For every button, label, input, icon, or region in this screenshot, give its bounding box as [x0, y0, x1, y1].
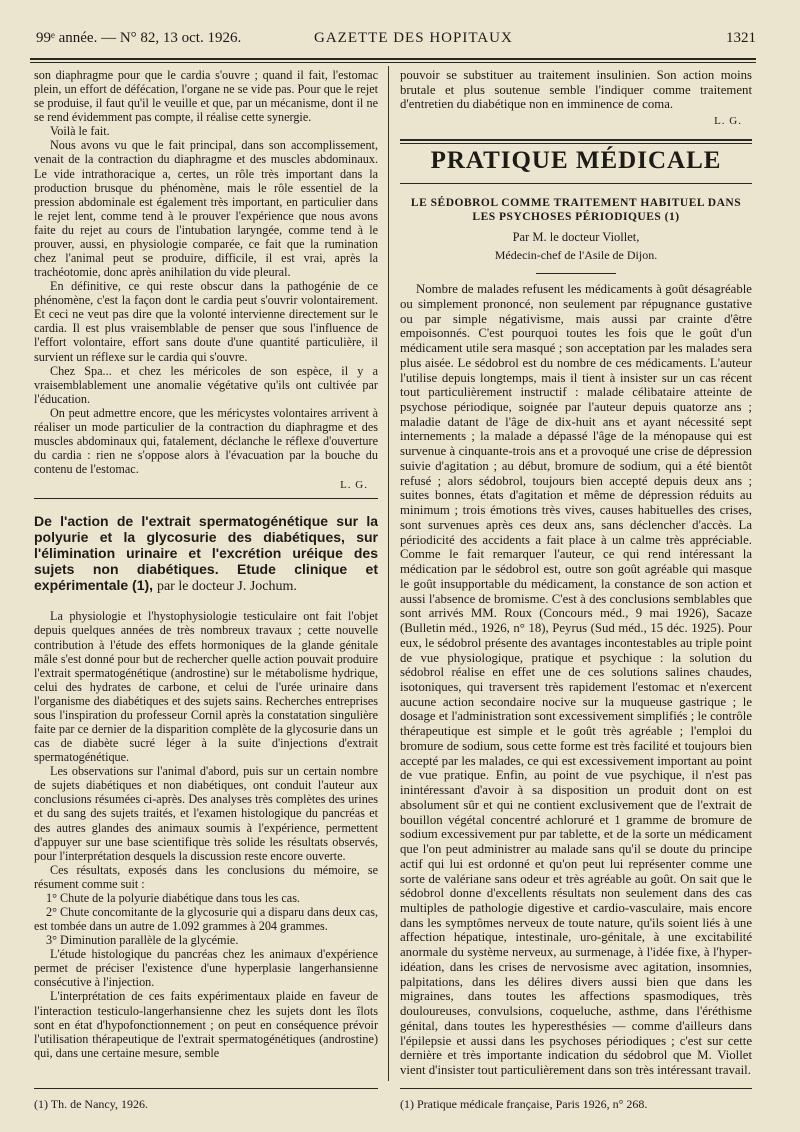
paragraph: Chez Spa... et chez les méricoles de son espèce, il y a vraisemblablement une anomalie végétative qu'ils ont cultivée par l'éducation.: [34, 363, 378, 406]
paragraph: La physiologie et l'hystophysiologie testiculaire ont fait l'objet depuis quelques années de très nombreux travaux ; cette nouvelle contribution à l'étude des effets hormoniques de la glande génitale mâle s'est donné pour but de rechercher quelle action pouvait produire l'extrait spermatogénétique (androstine) sur le métabolisme hydrique, celui des hydrates de carbone, et celui de l'urée urinaire dans l'organisme des diabétiques et des sujets sains. Recherches entreprises sous l'inspiration du professeur Cornil après la constatation singulière faite par ce dernier de la disparition complète de la glycosurie dans un cas de diabète sucré léger à la suite d'injections d'extrait spermatogénétique.: [34, 609, 378, 765]
signature: L. G.: [714, 115, 742, 128]
paragraph: Voilà le fait.: [50, 124, 110, 139]
list-item: 1° Chute de la polyurie diabétique dans tous les cas.: [46, 890, 300, 905]
page-header: [30, 26, 756, 56]
paragraph: Nous avons vu que le fait principal, dans son accomplissement, venait de la contraction du diaphragme et des muscles abdominaux. Le vide intrathoracique a, certes, un rôle très important dans la production brusque du phénomène, mais le rôle essentiel de la pression abdominale est également très important, en particulier dans le rejet lent, comme tend à le prouver l'expérience que nous avons faite du rejet au cours de l'intubation laryngée, comme tend à le prouver, aussi, en physiologie comparée, ce fait que la rumination chez l'animal peut se produire, difficile, il est vrai, après la trachéotomie, donc après anihilation du vide pleural.: [34, 138, 378, 280]
article-title-text: De l'action de l'extrait spermatogénétique sur la polyurie et la glycosurie des diabétiques, sur l'élimination urinaire et l'excrétion uréique des sujets non diabétiques. Etude clinique et expérimentale (1),: [34, 513, 378, 594]
list-item: 3° Diminution parallèle de la glycémie.: [46, 933, 239, 948]
article-author: Par M. le docteur Viollet,: [512, 229, 640, 244]
section-rule-thin: [400, 143, 752, 144]
publication-title: GAZETTE DES HOPITAUX: [314, 30, 513, 46]
paragraph: Ces résultats, exposés dans les conclusions du mémoire, se résument comme suit :: [34, 862, 378, 891]
article-title: LE SÉDOBROL COMME TRAITEMENT HABITUEL DANS LES PSYCHOSES PÉRIODIQUES (1): [410, 196, 742, 223]
signature: L. G.: [340, 479, 368, 492]
paragraph: On peut admettre encore, que les méricystes volontaires arrivent à réaliser un mode particulier de la contraction du diaphragme et des muscles abdominaux qui, fatalement, déclanche le réflexe d'ouverture du cardia : rien ne s'oppose alors à l'évacuation par la bouche du contenu de l'estomac.: [34, 405, 378, 477]
column-divider: [388, 66, 389, 1081]
paragraph: pouvoir se substituer au traitement insulinien. Son action moins brutale et plus soutenue semble l'indiquer comme traitement d'entretien du diabétique non en imminence de coma.: [400, 68, 752, 112]
footnote: (1) Pratique médicale française, Paris 1926, n° 268.: [400, 1088, 752, 1112]
title-rule: [536, 273, 616, 274]
article-separator: [34, 498, 378, 499]
paragraph: L'interprétation de ces faits expérimentaux plaide en faveur de l'interaction testiculo-langerhansienne chez les sujets dont les îlots sont en état d'hypofonctionnement ; on peut en conséquence prévoir l'utilisation thérapeutique de l'extrait spermatogénétiques (androstine) qui, dans une certaine mesure, semble: [34, 989, 378, 1060]
footnote: (1) Th. de Nancy, 1926.: [34, 1088, 378, 1112]
list-item: 2° Chute concomitante de la glycosurie qui a disparu dans deux cas, est tombée dans un autre de 1.092 grammes à 204 grammes.: [34, 904, 378, 934]
right-column: [400, 68, 752, 1078]
section-rule: [400, 139, 752, 141]
page-number: 1321: [726, 30, 756, 46]
left-column: [34, 68, 378, 1060]
paragraph: Nombre de malades refusent les médicaments à goût désagréable ou simplement prononcé, non seulement par répugnance gustative ou par simple négativisme, mais aussi par crainte d'être empoisonnés. C'est pourquoi toutes les fois que le goût d'un médicament utile sera masqué ; son acceptation par les malades sera plus aisée. Le sédobrol est du nombre de ces médicaments. L'auteur l'utilise depuis longtemps, mais il tient à insister sur un cas récent tout particulièrement instructif : malade célibataire atteinte de psychose périodique, soignée par l'auteur depuis quatorze ans ; maladie datant de l'âge de dix-huit ans et ayant nécessité sept internements ; la malade a dépassé l'âge de la ménopause qui est survenue à cinquante-trois ans et a provoqué une crise de dépression suivie d'agitation ; au début, bromure de sodium, qui a été bientôt refusé ; alors sédobrol, toujours bien accepté depuis deux ans ; suites bonnes, états d'agitation et même de dépression réduits au minimum ; trois émotions très vives, causes habituelles des crises, sont survenues après ces deux ans, sans déclencher d'accès. La périodicité des accidents a fait place à un calme très appréciable. Comme le fait remarquer l'auteur, ce qui rend intéressant la médication par le sédobrol est, outre son goût agréable qui masque le goût insupportable du médicament, la constance de son action et aussi l'absence de bromisme. C'est à des conclusions semblables que sont arrivés MM. Roux (Concours méd., 9 mai 1926), Sacaze (Bulletin méd., 1926, n° 18), Peyrus (Sud méd., 15 déc. 1925). Pour eux, le sédobrol présente des avantages incontestables au triple point de vue physiologique, pratique et psychique : la solution du sédobrol réalise en effet une de ces solutions salines chaudes, isotoniques, qui traversent très rapidement l'estomac et n'exercent aucune action secondaire nocive sur la muqueuse gastrique ; le dosage et l'administration sont excessivement simplifiés ; le contrôle thérapeutique est simple et le goût très agréable ; l'emploi du bromure de sodium, sous cette forme est très facilité et toujours bien accepté par les malades, ce qui est excessivement important au point de vue pratique. Enfin, au point de vue psychique, il n'est pas inintéressant d'avoir à sa disposition un produit dont on est absolument sûr et qui ne contient exclusivement que de l'extrait de bouillon végétal concentré achloruré et 1 gramme de bromure de sodium excessivement pur par tablette, et de la sorte un médicament que l'on peut administrer au malade sans qu'il se doute du principe actif qui lui est ordonné et qu'on peut lui représenter comme une sorte de valériane sans odeur et très agréable au goût. On sait que le sédobrol donne d'excellents résultats non seulement dans des cas multiples de pathologie digestive et cardio-vasculaire, mais encore dans les symptômes nerveux de toute nature, qu'ils soient liés à une affection hépatique, intestinale, uro-génitale, à une excitabilité anormale du système nerveux, au surmenage, à l'idée fixe, à l'hyper-idéation, dans les crises de nervosisme avec agitation, insomnies, palpitations, dans les délires divers aussi bien que dans les migraines, dans toutes les affections spasmodiques, très douloureuses, convulsions, coqueluche, asthme, dans l'éréthisme génital, dans toutes les hyperesthésies — comme d'ailleurs dans l'épilepsie et aussi dans les psychoses périodiques ; c'est sur cette dernière et très importante indication du sédobrol que M. Viollet vient d'insister tout particulièrement dans son très intéressant travail.: [400, 282, 752, 1078]
article-title: [34, 513, 378, 595]
header-rule: [30, 58, 756, 60]
section-subrule: [400, 183, 752, 184]
paragraph: son diaphragme pour que le cardia s'ouvre ; quand il fait, l'estomac plein, un effort de défécation, l'organe ne se vide pas. Pour que le rejet se produise, il faut qu'il le veuille et que, par un mécanisme, dont il ne se rend évidemment pas compte, il réalise cette synergie.: [34, 68, 378, 125]
header-rule-thin: [30, 62, 756, 63]
author-institution: Médecin-chef de l'Asile de Dijon.: [494, 248, 658, 263]
paragraph: L'étude histologique du pancréas chez les animaux d'expérience permet de préciser l'existence d'une hyperplasie langerhansienne consécutive à l'injection.: [34, 947, 378, 990]
paragraph: En définitive, ce qui reste obscur dans la pathogénie de ce phénomène, c'est la façon dont le cardia peut s'ouvrir volontairement. Et ceci ne veut pas dire que la volonté intervienne directement sur le cardia. Il est plus vraisemblable de penser que sous l'influence de l'effort volontaire, effort sans doute d'une quantité particulière, il survient un réflexe sur le cardia qui s'ouvre.: [34, 279, 378, 364]
section-title: PRATIQUE MÉDICALE: [430, 146, 722, 174]
paragraph: Les observations sur l'animal d'abord, puis sur un certain nombre de sujets diabétiques et non diabétiques, ont conduit l'auteur aux conclusions résumées ci-après. Des analyses très complètes des urines et du sang des sujets traités, et l'examen histologique du pancréas et des autres glandes des animaux soumis à l'expérience, permettent d'appuyer sur une base scientifique très solide les résultats observés, pour l'interprétation desquels la discussion reste encore ouverte.: [34, 764, 378, 863]
issue-info: 99ᵉ année. — N° 82, 13 oct. 1926.: [36, 30, 242, 46]
article-author: par le docteur J. Jochum.: [156, 579, 297, 595]
